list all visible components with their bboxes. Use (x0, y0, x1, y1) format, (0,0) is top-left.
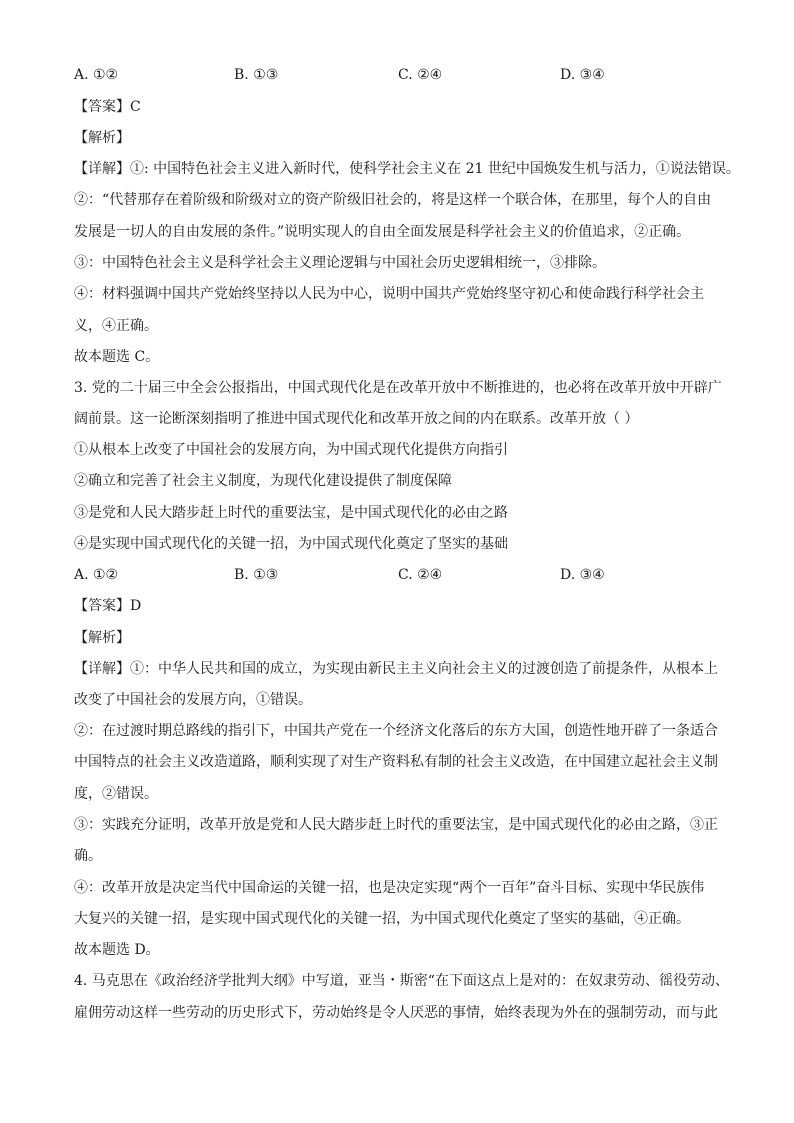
q2-detail-line: 发展是一切人的自由发展的条件。”说明实现人的自由全面发展是科学社会主义的价值追求，②正确。 (74, 224, 691, 240)
q3-analysis-heading: 【解析】 (74, 630, 130, 646)
q2-option-b: B. ①③ (234, 67, 279, 83)
q3-option-b: B. ①③ (234, 567, 279, 583)
q3-detail-line: ③：实践充分证明，改革开放是党和人民大踏步赶上时代的重要法宝，是中国式现代化的必由之路，③正 (74, 817, 718, 833)
q3-item: ②确立和完善了社会主义制度，为现代化建设提供了制度保障 (74, 473, 452, 489)
q2-detail-line: 【详解】①: 中国特色社会主义进入新时代，使科学社会主义在 21 世纪中国焕发生机与活力，①说法错误。 (74, 161, 740, 177)
q3-detail-line: 改变了中国社会的发展方向，①错误。 (74, 692, 312, 708)
q3-detail-line: 度，②错误。 (74, 786, 158, 802)
q3-detail-line: ②：在过渡时期总路线的指引下，中国共产党在一个经济文化落后的东方大国，创造性地开辟了一条适合 (74, 723, 718, 739)
q3-stem-line: 3. 党的二十届三中全会公报指出，中国式现代化是在改革开放中不断推进的，也必将在改革开放中开辟广 (74, 380, 722, 396)
q3-detail-line: 【详解】①：中华人民共和国的成立，为实现由新民主主义向社会主义的过渡创造了前提条件，从根本上 (74, 661, 718, 677)
q3-detail-line: 大复兴的关键一招，是实现中国式现代化的关键一招，为中国式现代化奠定了坚实的基础，④正确。 (74, 911, 690, 927)
q2-answer: 【答案】C (74, 99, 141, 115)
q4-stem-line: 雇佣劳动这样一些劳动的历史形式下，劳动始终是令人厌恶的事情，始终表现为外在的强制劳动，而与此 (74, 1005, 718, 1021)
q3-detail-line: 中国特点的社会主义改造道路，顺利实现了对生产资料私有制的社会主义改造，在中国建立起社会主义制 (74, 754, 718, 770)
q2-option-d: D. ③④ (560, 67, 605, 83)
q3-conclusion: 故本题选 D。 (74, 942, 160, 958)
q3-detail-line: 确。 (74, 848, 102, 864)
q2-option-c: C. ②④ (398, 67, 443, 83)
q3-stem-line: 阔前景。这一论断深刻指明了推进中国式现代化和改革开放之间的内在联系。改革开放（ ） (74, 411, 639, 427)
q4-stem-line: 4. 马克思在《政治经济学批判大纲》中写道，亚当・斯密“在下面这点上是对的：在奴隶劳动、徭役劳动、 (74, 973, 729, 989)
q3-item: ④是实现中国式现代化的关键一招，为中国式现代化奠定了坚实的基础 (74, 536, 508, 552)
q2-detail-line: 义，④正确。 (74, 318, 158, 334)
q3-answer: 【答案】D (74, 598, 142, 614)
q2-options (74, 65, 724, 85)
q2-option-a: A. ①② (74, 67, 119, 83)
q2-detail-line: ③：中国特色社会主义是科学社会主义理论逻辑与中国社会历史逻辑相统一，③排除。 (74, 255, 606, 271)
q2-detail-line: ②：“代替那存在着阶级和阶级对立的资产阶级旧社会的，将是这样一个联合体，在那里，每个人的自由 (74, 192, 712, 208)
q3-options (74, 565, 724, 585)
q3-item: ③是党和人民大踏步赶上时代的重要法宝，是中国式现代化的必由之路 (74, 505, 508, 521)
q3-detail-line: ④：改革开放是决定当代中国命运的关键一招，也是决定实现“两个一百年”奋斗目标、实现中华民族伟 (74, 880, 705, 896)
q3-option-a: A. ①② (74, 567, 119, 583)
q2-detail-line: ④：材料强调中国共产党始终坚持以人民为中心，说明中国共产党始终坚守初心和使命践行科学社会主 (74, 286, 704, 302)
q3-option-c: C. ②④ (398, 567, 443, 583)
q3-option-d: D. ③④ (560, 567, 605, 583)
q2-analysis-heading: 【解析】 (74, 130, 130, 146)
q2-conclusion: 故本题选 C。 (74, 349, 160, 365)
q3-item: ①从根本上改变了中国社会的发展方向，为中国式现代化提供方向指引 (74, 442, 508, 458)
